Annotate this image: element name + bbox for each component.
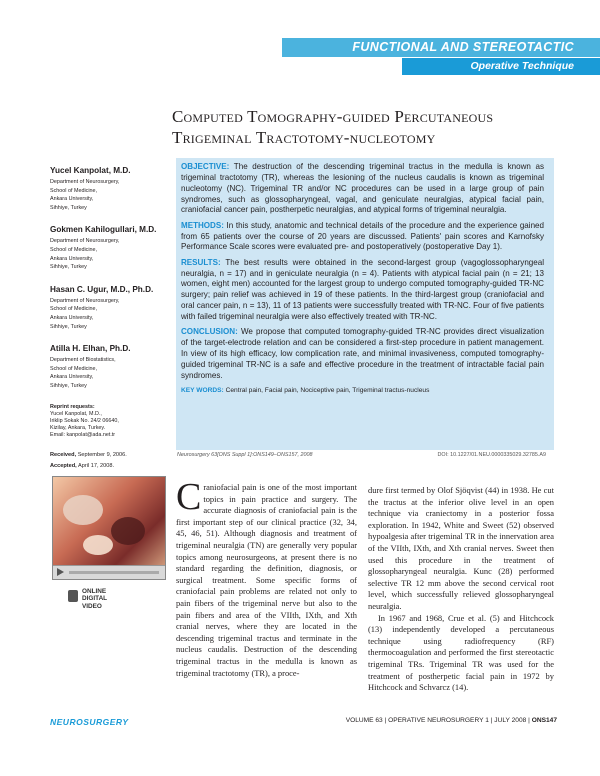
aff-line: Department of Neurosurgery,: [50, 238, 120, 245]
aff-line: Department of Neurosurgery,: [50, 179, 120, 185]
abstract-conclusion: CONCLUSION: We propose that computed tomography-guided TR-NC provides direct visualization of the target-electrode relation and can be considered a first-step procedure in patient management. In view of its high efficacy, low complication rate, and minimal invasiveness, computed tomography-guided trigeminal TR-NC is a safe and effective procedure in the treatment of intractable facial pain syndromes.: [181, 327, 544, 380]
article-title: [172, 106, 572, 148]
abstract-methods: METHODS: In this study, anatomic and technical details of the procedure and the experience gained from 65 patients over the course of 20 years are discussed. Patients' pain scores and Karnofsky Performance Scale scores were evaluated pre- and postoperatively (postoperative Day 1).: [181, 220, 544, 252]
title-line-1: Computed Tomography-guided Percutaneous: [172, 107, 494, 126]
body-paragraph: dure first termed by Olof Sjöqvist (44) in 1938. He cut the tractus at the inferior olive level in an open technique via craniectomy in a posterior fossa exploration. In 1942, White and Sweet (52) observed hypoalgesia after trigeminal TR in the innervation area of the VIIth, IXth, and Xth cranial nerves. Sweet then used this procedure in the treatment of glossopharyngeal neuralgia. Kunc (28) performed selective TR 12 mm above the second cervical root level, which successfully relieved glossopharyngeal neuralgia.: [368, 485, 554, 611]
author-name: Gokmen Kahilogullari, M.D.: [50, 225, 157, 235]
aff-line: School of Medicine,: [50, 365, 98, 372]
body-column-1: [176, 476, 357, 679]
body-paragraph: In 1967 and 1968, Crue et al. (5) and Hitchcock (13) independently developed a percutaneous technique using radiofrequency (RF) thermocoagulation and performed the first stereotactic trigeminal TRs. Trigeminal TR was used for the treatment of postherpetic facial pain in 1972 by Hitchcock and Schvarcz (14).: [368, 612, 554, 693]
aff-line: School of Medicine,: [50, 187, 98, 194]
keywords: KEY WORDS: Central pain, Facial pain, Nociceptive pain, Trigeminal tractus-nucleus: [181, 387, 430, 395]
aff-line: School of Medicine,: [50, 306, 98, 313]
author-affiliation: [50, 237, 168, 271]
aff-line: Department of Neurosurgery,: [50, 297, 120, 304]
video-thumbnail[interactable]: [52, 476, 166, 580]
aff-line: Ankara University,: [50, 374, 94, 381]
reprint-line: Iriklip Sokak No. 24/2 06640,: [50, 417, 119, 424]
doi[interactable]: DOI: 10.1227/01.NEU.0000335029.32785.A9: [437, 452, 546, 458]
aff-line: Sihhiye, Turkey: [50, 204, 87, 211]
reprint-requests: [50, 404, 168, 440]
subsection-banner: Operative Technique: [402, 58, 600, 75]
aff-line: School of Medicine,: [50, 246, 98, 253]
body-column-2: [368, 485, 554, 694]
film-icon: [68, 590, 78, 602]
article-dates: [50, 450, 168, 472]
abstract-box: [176, 158, 554, 450]
author-affiliation: [50, 178, 168, 212]
aff-line: Sihhiye, Turkey: [50, 323, 87, 330]
reprint-line: Kizilay, Ankara, Turkey.: [50, 425, 106, 432]
citation: Neurosurgery 63[ONS Suppl 1]:ONS149–ONS157, 2008: [177, 452, 313, 458]
received-date: Received, September 9, 2006.: [50, 451, 127, 458]
author-block: [50, 285, 168, 331]
journal-brand: NEUROSURGERY: [50, 717, 129, 727]
aff-line: Department of Biostatistics,: [50, 357, 116, 364]
reprint-label: Reprint requests:: [50, 403, 95, 410]
aff-line: Ankara University,: [50, 196, 94, 203]
aff-line: Ankara University,: [50, 314, 94, 321]
drop-cap: C: [176, 476, 202, 518]
author-affiliation: [50, 297, 168, 331]
author-block: [50, 166, 168, 212]
author-name: Hasan C. Ugur, M.D., Ph.D.: [50, 284, 154, 294]
author-name: Yucel Kanpolat, M.D.: [50, 166, 131, 175]
accepted-date: Accepted, April 17, 2008.: [50, 462, 115, 469]
author-affiliation: [50, 356, 168, 390]
section-banner: FUNCTIONAL AND STEREOTACTIC: [282, 38, 600, 57]
author-block: [50, 344, 168, 390]
title-line-2: Trigeminal Tractotomy-nucleotomy: [172, 128, 436, 147]
aff-line: Ankara University,: [50, 255, 94, 262]
reprint-email[interactable]: Email: kanpolat@ada.net.tr: [50, 432, 116, 439]
abstract-results: RESULTS: The best results were obtained in the second-largest group (vagoglossopharyngeal neuralgia, n = 17) and in geniculate neuralgia (n = 4). Patients with atypical facial pain (n = 21; 13 women, eight men) accounted for the largest group to undergo computed tomography-guided TR-NC surgery; pain relief was achieved in 19 of these patients. In the third-largest group (craniofacial and oral cancer pain, n = 13), 11 of 13 patients were successfully treated with TR-NC. Four of five patients with failed trigeminal neuralgia were also effectively treated with TR-NC.: [181, 257, 545, 321]
tissue-highlight: [83, 535, 113, 555]
author-column: [50, 166, 168, 472]
abstract-objective: OBJECTIVE: The destruction of the descending trigeminal tractus in the medulla is known as trigeminal tractotomy (TR), whereas the lesioning of the nucleus caudalis is known as trigeminal nucleotomy (NC). Trigeminal TR and/or NC procedures can be used in a large group of pain syndromes, such as glossopharyngeal, vagal, and geniculate neuralgias, atypical facial pain, craniofacial cancer pain, postherpetic neuralgias, and atypical forms of trigeminal neuralgia.: [181, 162, 544, 215]
author-name: Atilla H. Elhan, Ph.D.: [50, 344, 131, 354]
video-progress-bar[interactable]: [69, 571, 159, 574]
page-number: ONS147: [531, 717, 557, 724]
body-paragraph: Craniofacial pain is one of the most important topics in pain practice and surgery. The accurate diagnosis of craniofacial pain is the first important step of our clinical practice (32, 34, 45, 46, 51). Although diagnosis and treatment of trigeminal neuralgia (TN) are generally very popular topics among neurosurgeons, at present there is no standard regarding the definition, diagnosis, or surgical treatment. Some specific forms of craniofacial pain problems are related not only to pain fibers of the trigeminal nerve but also to the pain fibers and area of the VIIth, IXth, and Xth cranial nerves, where they are located in the descending trigeminal tractus and terminate in the nucleus caudalis. Destruction of the descending trigeminal tractus in the medulla is known as trigeminal tractotomy (TR), a proce-: [176, 476, 357, 678]
author-block: [50, 225, 168, 271]
online-video-label: ONLINE DIGITAL VIDEO: [82, 588, 108, 610]
footer-info: VOLUME 63 | OPERATIVE NEUROSURGERY 1 | JULY 2008 | ONS147: [345, 717, 557, 724]
tissue-shadow: [111, 517, 145, 545]
video-controls: [53, 565, 165, 579]
play-icon[interactable]: [57, 568, 64, 576]
aff-line: Sihhiye, Turkey: [50, 382, 87, 389]
reprint-line: Yucel Kanpolat, M.D.,: [50, 410, 102, 417]
tissue-highlight: [63, 495, 103, 525]
aff-line: Sihhiye, Turkey: [50, 264, 87, 271]
